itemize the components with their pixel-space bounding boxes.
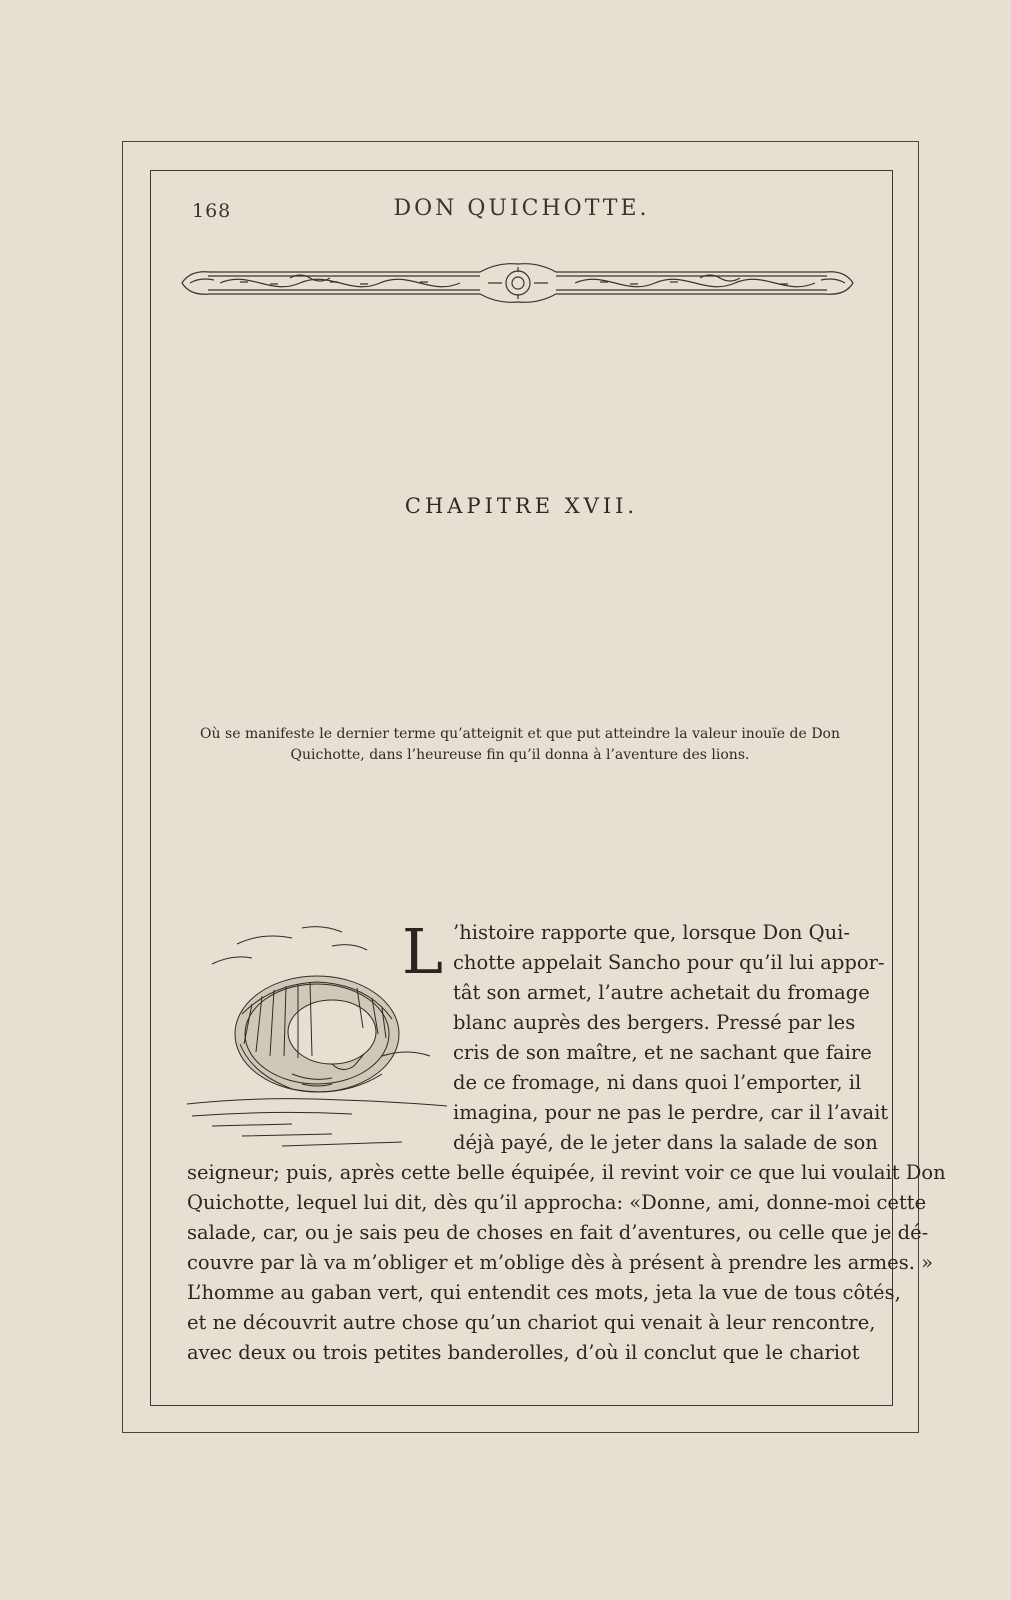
headpiece-ornament	[180, 258, 855, 308]
body-line: couvre par là va m’obliger et m’oblige dès à présent à prendre les armes. »	[187, 1251, 934, 1274]
chapter-body	[187, 915, 946, 1380]
body-line: Quichotte, lequel lui dit, dès qu’il approcha: «Donne, ami, donne-moi cette	[187, 1191, 927, 1214]
drop-cap-letter: L	[401, 915, 444, 988]
body-line: chotte appelait Sancho pour qu’il lui appor-	[453, 951, 885, 974]
body-line: L’homme au gaban vert, qui entendit ces mots, jeta la vue de tous côtés,	[187, 1281, 901, 1304]
chapter-title: CHAPITRE XVII.	[404, 494, 639, 518]
body-line: et ne découvrit autre chose qu’un chariot qui venait à leur rencontre,	[187, 1311, 876, 1334]
body-line: cris de son maître, et ne sachant que faire	[453, 1041, 872, 1064]
body-line: tât son armet, l’autre achetait du fromage	[453, 981, 870, 1004]
running-head	[150, 196, 893, 230]
body-line: blanc auprès des bergers. Pressé par les	[453, 1011, 856, 1034]
body-line: seigneur; puis, après cette belle équipée, il revint voir ce que lui voulait Don	[187, 1161, 946, 1184]
running-title: DON QUICHOTTE.	[393, 196, 650, 221]
body-line: avec deux ou trois petites banderolles, d’où il conclut que le chariot	[187, 1341, 860, 1364]
body-line: de ce fromage, ni dans quoi l’emporter, il	[453, 1071, 862, 1094]
body-line: imagina, pour ne pas le perdre, car il l’avait	[453, 1101, 889, 1124]
chapter-summary: Où se manifeste le dernier terme qu’atteignit et que put atteindre la valeur inouïe de Don Quichotte, dans l’heureuse fin qu’il donna à l’aventure des lions.	[200, 726, 840, 763]
body-line: salade, car, ou je sais peu de choses en fait d’aventures, ou celle que je dé-	[187, 1221, 929, 1244]
body-line: déjà payé, de le jeter dans la salade de son	[453, 1131, 878, 1154]
page-number: 168	[192, 200, 232, 222]
body-line: ’histoire rapporte que, lorsque Don Qui-	[453, 921, 850, 944]
